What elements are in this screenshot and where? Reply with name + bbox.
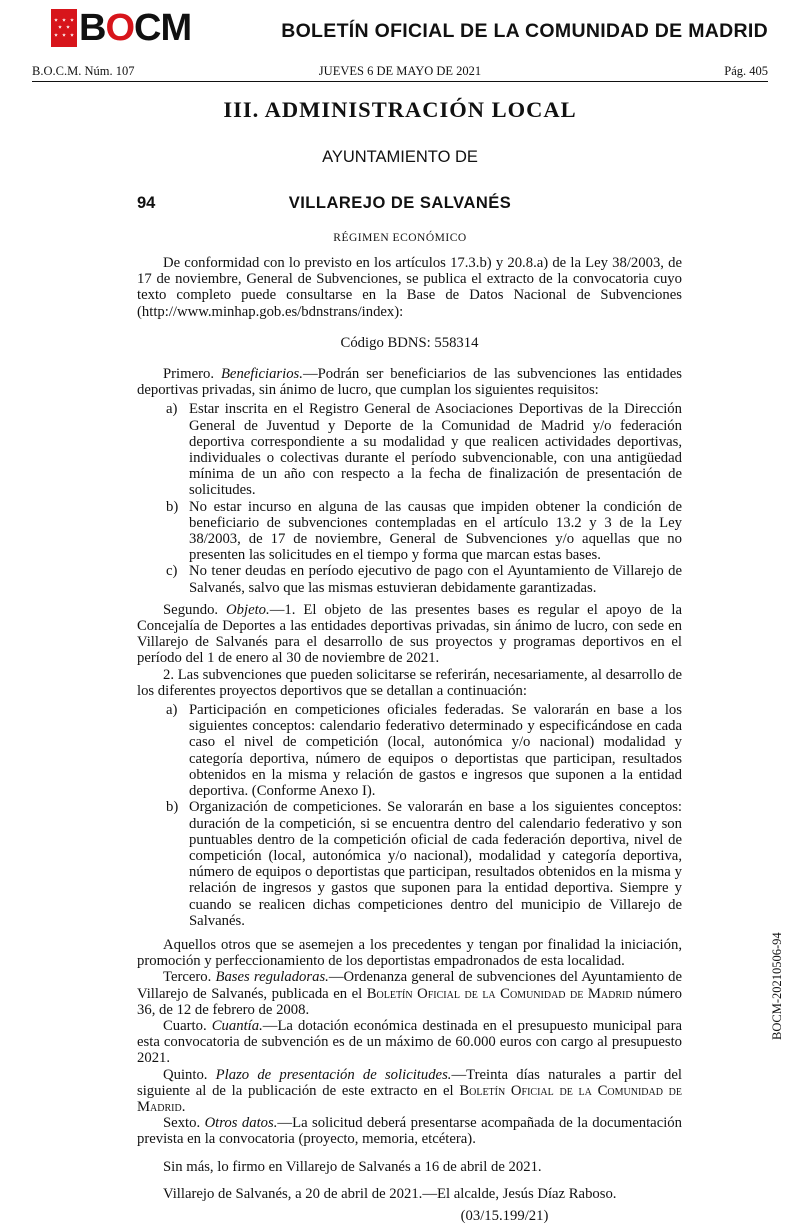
cuarto-paragraph: Cuarto. Cuantía.—La dotación económica destinada en el presupuesto municipal para esta convocatoria de subvención es de un máximo de 60.000 euros con cargo al presupuesto 2021. — [137, 1017, 682, 1067]
document-body — [137, 255, 682, 1224]
segundo-point-2: 2. Las subvenciones que pueden solicitarse se referirán, necesariamente, al desarrollo de los diferentes proyectos deportivos que se detallan a continuación: — [137, 666, 682, 699]
entity-label: AYUNTAMIENTO DE — [322, 148, 478, 166]
list-item: a) Estar inscrita en el Registro General de Asociaciones Deportivas de la Dirección General de Juventud y Deporte de la Comunidad de Madrid y/o federación deportiva correspondiente a su modalidad y que realicen actividades deportivas, individuales o colectivas durante el período subvencionable, con una antigüedad mínima de un año con respecto a la fecha de finalización de presentación de solicitudes. — [166, 401, 682, 499]
list-item: c) No tener deudas en período ejecutivo de pago con el Ayuntamiento de Villarejo de Salvanés, salvo que las mismas estuvieran debidamente garantizadas. — [166, 563, 682, 596]
masthead-title: BOLETÍN OFICIAL DE LA COMUNIDAD DE MADRID — [281, 20, 768, 42]
issue-number: B.O.C.M. Núm. 107 — [32, 64, 135, 78]
side-verification-code: BOCM-20210506-94 — [770, 932, 784, 1040]
bdns-code: Código BDNS: 558314 — [340, 334, 479, 351]
municipality-name: VILLAREJO DE SALVANÉS — [288, 194, 512, 212]
bocm-logo — [51, 8, 191, 48]
topic-heading: RÉGIMEN ECONÓMICO — [333, 232, 467, 244]
intro-paragraph: De conformidad con lo previsto en los artículos 17.3.b) y 20.8.a) de la Ley 38/2003, de 17 de noviembre, General de Subvenciones, se publica el extracto de la convocatoria cuyo texto completo puede consultarse en la Base de Datos Nacional de Subvenciones (http://www.minhap.gob.es/bdnstrans/index): — [137, 255, 682, 320]
signature-line: Villarejo de Salvanés, a 20 de abril de 2021.—El alcalde, Jesús Díaz Raboso. — [163, 1185, 617, 1202]
madrid-flag-icon — [51, 9, 77, 47]
sexto-paragraph: Sexto. Otros datos.—La solicitud deberá presentarse acompañada de la documentación prevista en la convocatoria (proyecto, memoria, etcétera). — [137, 1115, 682, 1148]
logo-text: BOCM — [79, 7, 192, 49]
primero-paragraph: Primero. Beneficiarios.—Podrán ser beneficiarios de las subvenciones las entidades deportivas privadas, sin ánimo de lucro, que cumplan los siguientes requisitos: — [137, 366, 682, 399]
reference-number: (03/15.199/21) — [460, 1207, 549, 1224]
issue-header — [32, 64, 768, 80]
section-title: III. ADMINISTRACIÓN LOCAL — [223, 97, 577, 122]
announcement-number: 94 — [137, 194, 156, 212]
list-item: a) Participación en competiciones oficiales federadas. Se valorarán en base a los siguientes conceptos: calendario federativo determinado y especificándose en cada caso el nivel de competición (local, autonómica y/o nacional) modalidad y categoría deportiva, número de equipos o deportistas que participan, resultados obtenidos en la misma y relación de gastos e ingresos que suponen a la entidad deportiva. (Conforme Anexo I). — [166, 702, 682, 800]
page-number: Pág. 405 — [724, 64, 768, 78]
segundo-closing: Aquellos otros que se asemejen a los precedentes y tengan por finalidad la iniciación, promoción y perfeccionamiento de los deportistas empadronados de esta localidad. — [137, 936, 682, 970]
list-item: b) Organización de competiciones. Se valorarán en base a los siguientes conceptos: duración de la competición, si se encuentra dentro del calendario federativo y son puntuables dentro de la competición oficial de cada federación deportiva, nivel de competición (local, autonómica y/o nacional), modalidad y categoría deportiva, número de equipos o deportistas que participan, resultados obtenidos en la misma y relación de ingresos y gastos que suponen para la entidad deportiva. Siempre y cuando se realicen dichas competiciones dentro del municipio de Villarejo de Salvanés. — [166, 799, 682, 929]
quinto-paragraph: Quinto. Plazo de presentación de solicitudes.—Treinta días naturales a partir del siguiente al de la publicación de este extracto en el Boletín Oficial de la Comunidad de Madrid. — [137, 1066, 682, 1115]
list-item: b) No estar incurso en alguna de las causas que impiden obtener la condición de beneficiario de subvenciones contempladas en el artículo 13.2 y 3 de la Ley 38/2003, de 17 de noviembre, General de Subvenciones y/o aquellas que no presenten las solicitudes en el tiempo y forma que marcan estas bases. — [166, 498, 682, 564]
header-divider — [32, 81, 768, 82]
issue-date: JUEVES 6 DE MAYO DE 2021 — [318, 64, 482, 78]
signing-statement: Sin más, lo firmo en Villarejo de Salvanés a 16 de abril de 2021. — [163, 1158, 542, 1175]
tercero-paragraph: Tercero. Bases reguladoras.—Ordenanza general de subvenciones del Ayuntamiento de Villarejo de Salvanés, publicada en el Boletín Oficial de la Comunidad de Madrid número 36, de 12 de febrero de 2008. — [137, 969, 682, 1018]
segundo-paragraph: Segundo. Objeto.—1. El objeto de las presentes bases es regular el apoyo de la Concejalía de Deportes a las entidades deportivas privadas, sin ánimo de lucro, con sede en Villarejo de Salvanés para el desarrollo de sus proyectos y programas deportivos en el período del 1 de enero al 30 de noviembre de 2021. — [137, 601, 682, 667]
